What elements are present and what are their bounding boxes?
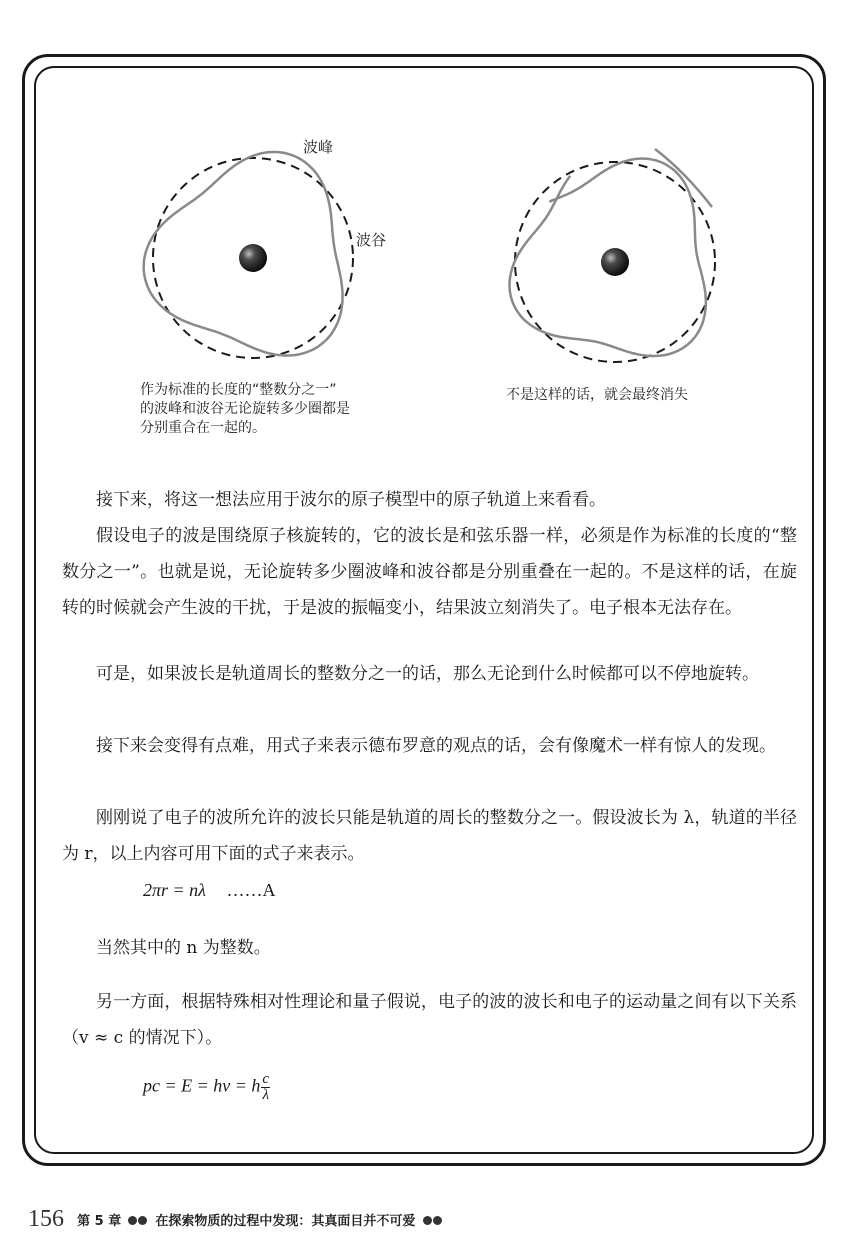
note-integer: 当然其中的 n 为整数。 xyxy=(96,938,271,958)
bullet-dots-icon xyxy=(423,1210,443,1229)
left-caption-line-1: 作为标准的长度的“整数分之一” xyxy=(140,382,337,398)
left-caption-line-3: 分别重合在一起的。 xyxy=(140,420,266,436)
crest-label: 波峰 xyxy=(303,138,334,156)
trough-label: 波谷 xyxy=(356,231,387,249)
equation-b-numerator: c xyxy=(262,1071,270,1087)
left-caption-line-2: 的波峰和波谷无论旋转多少圈都是 xyxy=(140,401,350,417)
equation-b-lhs: pc = E = hν = h xyxy=(143,1075,261,1096)
right-figure-caption: 不是这样的话，就会最终消失 xyxy=(506,387,688,403)
equation-b xyxy=(143,1072,270,1103)
equation-a-tag: ……A xyxy=(226,880,276,900)
equation-a xyxy=(143,880,275,901)
page-footer xyxy=(28,1206,445,1233)
nucleus-icon xyxy=(239,244,267,272)
bullet-dots-icon xyxy=(128,1210,148,1229)
left-orbit-diagram xyxy=(144,152,353,358)
right-orbit-diagram xyxy=(510,149,716,362)
nucleus-icon xyxy=(601,248,629,276)
equation-b-fraction xyxy=(261,1072,270,1103)
paragraph-5: 刚刚说了电子的波所允许的波长只能是轨道的周长的整数分之一。假设波长为 λ，轨道的半径为 r，以上内容可用下面的式子来表示。 xyxy=(62,808,797,864)
paragraph-2: 假设电子的波是围绕原子核旋转的，它的波长是和弦乐器一样，必须是作为标准的长度的“整数分之一”。也就是说，无论旋转多少圈波峰和波谷都是分别重叠在一起的。不是这样的话，在旋转的时候就会产生波的干扰，于是波的振幅变小，结果波立刻消失了。电子根本无法存在。 xyxy=(62,526,797,618)
paragraph-1: 接下来，将这一想法应用于波尔的原子模型中的原子轨道上来看看。 xyxy=(96,490,606,510)
paragraph-3: 可是，如果波长是轨道周长的整数分之一的话，那么无论到什么时候都可以不停地旋转。 xyxy=(96,664,759,684)
chapter-title: 在探索物质的过程中发现：其真面目并不可爱 xyxy=(155,1214,416,1229)
chapter-label: 第 5 章 xyxy=(77,1214,122,1229)
equation-b-denominator: λ xyxy=(262,1087,269,1103)
page-number: 156 xyxy=(28,1206,64,1232)
orbit-figure xyxy=(0,0,850,470)
paragraph-4: 接下来会变得有点难，用式子来表示德布罗意的观点的话，会有像魔术一样有惊人的发现。 xyxy=(96,736,776,756)
wave-overshoot xyxy=(655,149,712,207)
paragraph-relativity: 另一方面，根据特殊相对性理论和量子假说，电子的波的波长和电子的运动量之间有以下关系（v ≈ c 的情况下）。 xyxy=(62,992,797,1048)
equation-a-expr: 2πr = nλ xyxy=(143,880,206,900)
left-figure-caption xyxy=(140,381,410,438)
